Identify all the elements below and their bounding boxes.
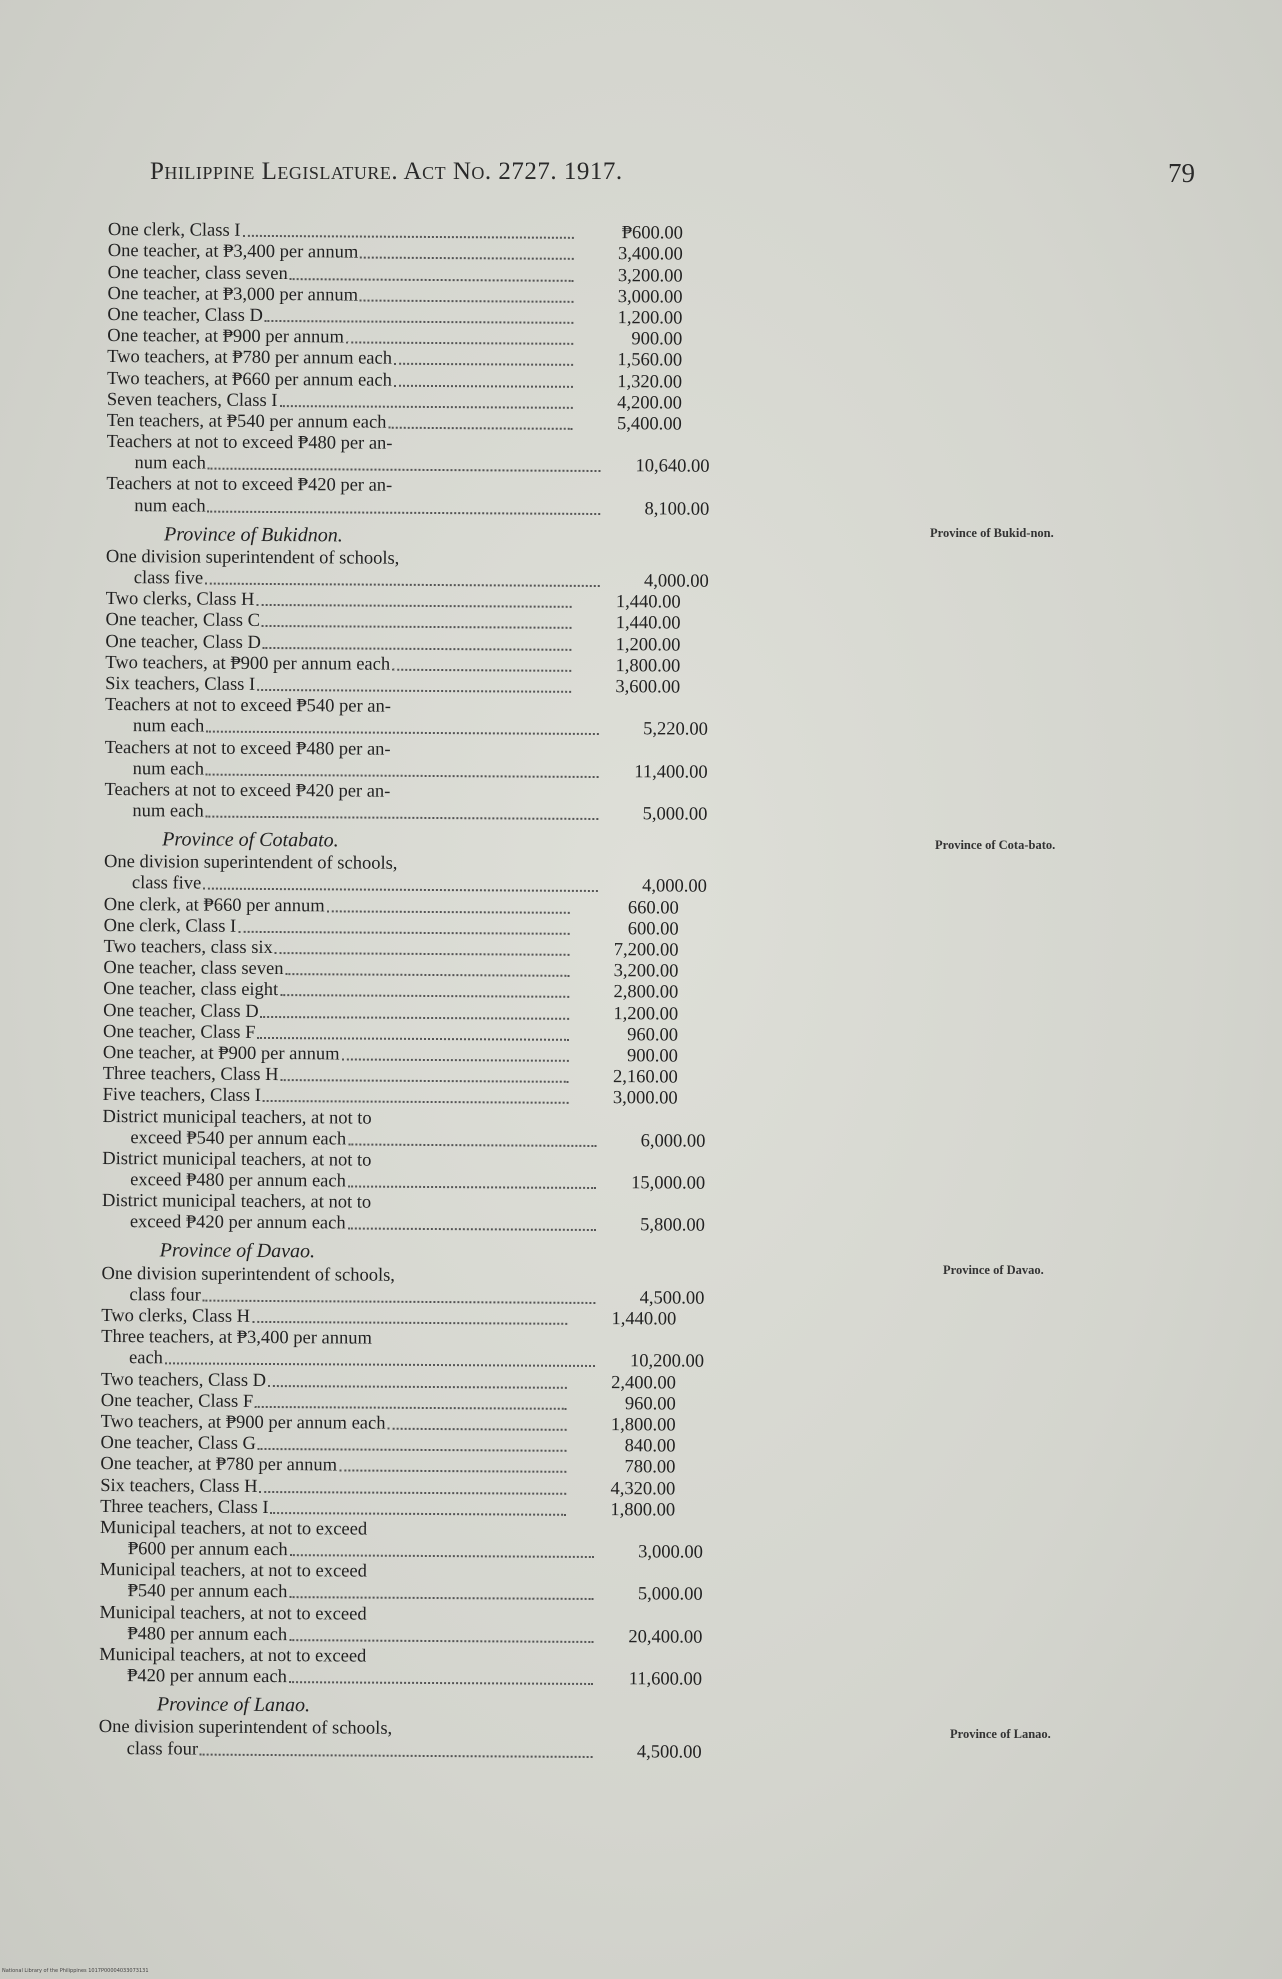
description-text: Two clerks, Class H <box>101 1305 251 1327</box>
line-description <box>99 1717 569 1741</box>
description-text: exceed ₱540 per annum each <box>130 1127 347 1150</box>
appropriation-list <box>99 220 728 1763</box>
line-amount: 960.00 <box>624 1393 676 1415</box>
dot-leader <box>339 1470 566 1473</box>
line-amount: 2,160.00 <box>612 1067 678 1088</box>
description-text: Two teachers, at ₱780 per annum each <box>107 347 393 370</box>
margin-note-lanao: Province of Lanao. <box>950 1727 1051 1741</box>
line-amount: 1,320.00 <box>617 371 683 393</box>
description-text: District municipal teachers, at not to <box>102 1148 372 1171</box>
description-text: One teacher, Class D <box>105 631 261 653</box>
description-text: One teacher, at ₱900 per annum <box>107 326 344 348</box>
line-amount: 4,500.00 <box>636 1741 702 1763</box>
line-amount: 3,200.00 <box>613 961 679 982</box>
description-text: Teachers at not to exceed ₱480 per an- <box>104 737 391 760</box>
dot-leader <box>200 1753 593 1757</box>
section-heading: Province of Bukidnon. <box>164 522 343 547</box>
description-text: ₱540 per annum each <box>127 1581 288 1603</box>
line-amount: 900.00 <box>631 329 683 350</box>
dot-leader <box>360 257 574 260</box>
line-description <box>104 801 602 825</box>
line-description <box>101 1348 599 1372</box>
line-amount: 11,600.00 <box>628 1669 703 1690</box>
line-description <box>108 241 578 265</box>
description-text: num each <box>134 495 206 517</box>
line-description <box>99 1666 597 1690</box>
line-description <box>107 390 577 414</box>
section-heading: Province of Lanao. <box>156 1693 311 1717</box>
dot-leader <box>265 320 574 324</box>
line-description <box>99 1624 597 1648</box>
description-text: One teacher, Class D <box>103 1000 259 1022</box>
dot-leader <box>280 994 569 998</box>
line-description <box>100 1539 598 1563</box>
dot-leader <box>289 1639 593 1643</box>
line-description <box>103 1043 573 1067</box>
description-text: Six teachers, Class H <box>100 1475 258 1497</box>
dot-leader <box>394 363 573 366</box>
description-text: Three teachers, Class H <box>102 1064 279 1086</box>
description-text: One clerk, Class I <box>103 915 237 937</box>
line-description <box>99 1739 597 1763</box>
line-description <box>101 1327 571 1351</box>
line-description <box>107 326 577 350</box>
description-text: ₱420 per annum each <box>127 1666 287 1688</box>
line-amount: 1,440.00 <box>615 592 681 613</box>
description-text: One teacher, Class F <box>102 1021 256 1043</box>
description-text: District municipal teachers, at not to <box>101 1191 372 1213</box>
description-text: Two teachers, Class D <box>100 1369 267 1391</box>
dot-leader <box>203 888 598 892</box>
dot-leader <box>263 1100 569 1104</box>
dot-leader <box>238 931 569 935</box>
description-text: One division superintendent of schools, <box>101 1263 396 1286</box>
line-description <box>102 1106 572 1130</box>
description-text: class five <box>131 873 202 895</box>
line-description <box>103 1001 573 1025</box>
dot-leader <box>208 510 601 514</box>
dot-leader <box>387 1428 566 1431</box>
line-description <box>106 453 604 477</box>
line-description <box>103 979 573 1003</box>
description-text: One teacher, at ₱780 per annum <box>100 1454 338 1476</box>
dot-leader <box>289 1597 593 1601</box>
dot-leader <box>256 604 571 608</box>
dot-leader <box>327 910 570 913</box>
dot-leader <box>279 405 572 409</box>
description-text: ₱600 per annum each <box>127 1539 288 1561</box>
dot-leader <box>341 1058 568 1061</box>
description-text: One teacher, at ₱3,000 per annum <box>107 283 359 306</box>
dot-leader <box>208 468 601 472</box>
line-item <box>99 1738 719 1763</box>
description-text: Municipal teachers, at not to exceed <box>99 1602 367 1625</box>
line-amount: 7,200.00 <box>613 940 679 961</box>
description-text: Teachers at not to exceed ₱420 per an- <box>106 474 393 497</box>
dot-leader <box>205 583 600 587</box>
description-text: Six teachers, Class I <box>105 673 256 695</box>
dot-leader <box>257 1037 569 1041</box>
line-amount: 3,000.00 <box>612 1088 678 1109</box>
line-description <box>105 737 575 761</box>
description-text: One division superintendent of schools, <box>98 1717 393 1740</box>
line-description <box>101 1306 571 1330</box>
dot-leader <box>290 278 574 282</box>
line-description <box>104 873 602 897</box>
dot-leader <box>348 1228 596 1232</box>
line-amount: 1,800.00 <box>615 655 681 677</box>
line-amount: 15,000.00 <box>631 1173 706 1194</box>
line-description <box>103 1022 573 1046</box>
line-description <box>100 1560 570 1584</box>
description-text: Municipal teachers, at not to exceed <box>99 1644 367 1667</box>
dot-leader <box>348 1143 596 1147</box>
line-amount: 2,800.00 <box>613 982 679 1003</box>
line-amount: 3,600.00 <box>615 677 681 698</box>
line-description <box>101 1391 571 1415</box>
dot-leader <box>206 773 599 777</box>
section-heading: Province of Davao. <box>159 1239 316 1263</box>
description-text: Two teachers, at ₱900 per annum each <box>105 652 391 675</box>
line-description <box>100 1518 570 1542</box>
line-amount: 3,000.00 <box>638 1542 703 1563</box>
line-amount: 840.00 <box>624 1436 676 1457</box>
description-text: One teacher, Class C <box>105 610 261 632</box>
dot-leader <box>285 973 569 977</box>
line-description <box>99 1645 569 1669</box>
line-description <box>104 916 574 940</box>
description-text: Two teachers, at ₱900 per annum each <box>100 1411 386 1434</box>
dot-leader <box>290 1554 594 1558</box>
line-description <box>107 305 577 329</box>
line-amount: 20,400.00 <box>628 1627 703 1648</box>
description-text: class four <box>129 1284 201 1306</box>
dot-leader <box>252 1321 567 1325</box>
margin-note-davao: Province of Davao. <box>943 1263 1044 1277</box>
line-description <box>102 1212 600 1236</box>
line-description <box>100 1475 570 1499</box>
description-text: One teacher, class seven <box>107 262 288 284</box>
dot-leader <box>206 816 599 820</box>
description-text: num each <box>132 716 205 737</box>
description-text: Municipal teachers, at not to exceed <box>99 1517 368 1540</box>
description-text: class four <box>126 1738 199 1760</box>
line-amount: 3,000.00 <box>617 286 683 308</box>
description-text: One teacher, at ₱3,400 per annum <box>107 241 359 263</box>
dot-leader <box>280 1079 568 1083</box>
description-text: Two teachers, at ₱660 per annum each <box>106 368 392 391</box>
description-text: One clerk, at ₱660 per annum <box>103 894 325 916</box>
line-amount: 4,500.00 <box>639 1288 705 1309</box>
line-amount: 5,000.00 <box>637 1584 703 1606</box>
line-description <box>104 895 574 919</box>
line-description <box>105 759 603 783</box>
line-amount: 4,320.00 <box>610 1478 676 1499</box>
line-description <box>106 496 604 520</box>
description-text: One teacher, Class D <box>107 304 263 326</box>
description-text: Municipal teachers, at not to exceed <box>99 1560 367 1582</box>
line-amount: 4,200.00 <box>617 392 682 414</box>
description-text: Ten teachers, at ₱540 per annum each <box>106 410 387 433</box>
line-description <box>106 589 576 613</box>
line-description <box>103 937 573 961</box>
line-description <box>107 432 577 456</box>
dot-leader <box>242 235 573 239</box>
description-text: One teacher, at ₱900 per annum <box>102 1042 340 1065</box>
line-amount: 6,000.00 <box>640 1130 706 1152</box>
description-text: Two teachers, class six <box>103 936 273 959</box>
line-description <box>104 852 574 876</box>
line-description <box>100 1454 570 1478</box>
line-description <box>108 263 578 287</box>
line-description <box>106 547 576 571</box>
description-text: Two clerks, Class H <box>105 589 255 611</box>
line-amount: 1,800.00 <box>610 1415 676 1436</box>
line-description <box>105 610 575 634</box>
description-text: Seven teachers, Class I <box>106 389 278 411</box>
dot-leader <box>165 1363 595 1368</box>
line-description <box>101 1285 599 1309</box>
line-description <box>99 1603 569 1627</box>
line-description <box>107 411 577 435</box>
line-amount: 900.00 <box>626 1046 678 1067</box>
line-description <box>100 1497 570 1521</box>
dot-leader <box>261 1016 570 1020</box>
line-amount: 660.00 <box>627 897 679 919</box>
line-amount: 5,220.00 <box>643 719 708 740</box>
description-text: num each <box>132 801 204 822</box>
dot-leader <box>360 299 574 302</box>
line-description <box>100 1581 598 1605</box>
line-amount: 600.00 <box>627 919 679 940</box>
line-amount: 4,000.00 <box>642 876 707 898</box>
dot-leader <box>388 427 572 430</box>
line-amount: 2,400.00 <box>611 1372 676 1394</box>
description-text: One division superintendent of schools, <box>105 546 400 569</box>
line-description <box>104 780 574 804</box>
line-description <box>102 1191 572 1215</box>
line-description <box>101 1412 571 1436</box>
dot-leader <box>346 342 573 345</box>
dot-leader <box>268 1385 567 1389</box>
line-description <box>102 1149 572 1173</box>
line-description <box>101 1264 571 1288</box>
line-amount: 1,800.00 <box>610 1499 676 1521</box>
dot-leader <box>206 731 599 735</box>
description-text: One division superintendent of schools, <box>104 852 398 875</box>
margin-note-cotabato: Province of Cota-bato. <box>935 838 1056 852</box>
description-text: Three teachers, at ₱3,400 per annum <box>101 1327 372 1349</box>
footer-stamp: National Library of the Philippines 1017P00004033073131 <box>2 1968 149 1974</box>
line-amount: 1,440.00 <box>611 1309 677 1330</box>
description-text: District municipal teachers, at not to <box>102 1106 372 1129</box>
line-description <box>108 220 578 244</box>
dot-leader <box>348 1186 596 1190</box>
description-text: exceed ₱420 per annum each <box>129 1212 346 1234</box>
dot-leader <box>275 952 570 956</box>
line-amount: 780.00 <box>624 1457 676 1478</box>
dot-leader <box>257 689 571 693</box>
description-text: Teachers at not to exceed ₱540 per an- <box>104 695 391 717</box>
line-amount: 960.00 <box>627 1024 679 1046</box>
line-amount: 5,000.00 <box>642 804 708 825</box>
description-text: One teacher, Class F <box>100 1390 254 1412</box>
line-description <box>103 1064 573 1088</box>
description-text: ₱480 per annum each <box>127 1623 288 1645</box>
description-text: Three teachers, Class I <box>100 1496 269 1518</box>
dot-leader <box>392 668 571 671</box>
section-heading: Province of Cotabato. <box>162 828 339 852</box>
line-description <box>107 284 577 308</box>
line-amount: 1,200.00 <box>615 634 681 656</box>
line-description <box>100 1433 570 1457</box>
description-text: Teachers at not to exceed ₱480 per an- <box>106 432 393 454</box>
description-text: num each <box>134 453 206 474</box>
line-description <box>102 1170 600 1194</box>
line-amount: 1,200.00 <box>617 308 683 329</box>
line-amount: 5,400.00 <box>616 413 682 435</box>
line-amount: 11,400.00 <box>634 761 708 783</box>
line-description <box>103 1085 573 1109</box>
line-description <box>105 695 575 719</box>
dot-leader <box>271 1512 567 1516</box>
line-amount: 10,200.00 <box>629 1351 705 1373</box>
dot-leader <box>263 647 572 651</box>
page-number: 79 <box>1168 158 1195 188</box>
line-description <box>105 653 575 677</box>
line-description <box>107 368 577 392</box>
description-text: num each <box>132 758 205 780</box>
line-description <box>105 716 603 740</box>
description-text: Teachers at not to exceed ₱420 per an- <box>104 779 391 802</box>
margin-note-bukidnon: Province of Bukid-non. <box>930 526 1054 540</box>
line-description <box>101 1370 571 1394</box>
dot-leader <box>258 1448 567 1452</box>
line-description <box>106 568 604 592</box>
line-amount: 1,560.00 <box>617 350 683 371</box>
description-text: each <box>128 1348 163 1369</box>
line-description <box>105 674 575 698</box>
description-text: One teacher, class seven <box>103 958 284 980</box>
description-text: exceed ₱480 per annum each <box>130 1170 346 1192</box>
description-text: Five teachers, Class I <box>102 1085 261 1107</box>
dot-leader <box>203 1299 596 1303</box>
line-amount: 1,200.00 <box>613 1003 679 1025</box>
line-amount: 8,100.00 <box>644 498 710 520</box>
running-head: Philippine Legislature. Act No. 2727. 1917. <box>150 158 623 185</box>
line-description <box>107 347 577 371</box>
line-amount: 5,800.00 <box>640 1215 705 1237</box>
line-description <box>106 474 576 498</box>
description-text: One clerk, Class I <box>107 220 241 241</box>
dot-leader <box>255 1406 567 1410</box>
description-text: class five <box>133 568 204 589</box>
dot-leader <box>289 1681 593 1685</box>
description-text: One teacher, class eight <box>103 979 279 1001</box>
dot-leader <box>394 384 573 387</box>
line-description <box>103 958 573 982</box>
line-amount: 3,200.00 <box>617 265 683 287</box>
dot-leader <box>259 1490 566 1494</box>
line-amount: 3,400.00 <box>617 244 683 265</box>
line-description <box>105 632 575 656</box>
line-amount: ₱600.00 <box>621 223 683 244</box>
line-amount: 1,440.00 <box>615 613 681 634</box>
line-amount: 10,640.00 <box>635 456 710 477</box>
line-amount: 4,000.00 <box>643 571 709 592</box>
dot-leader <box>262 625 572 629</box>
description-text: One teacher, Class G <box>100 1433 257 1455</box>
line-description <box>102 1128 600 1152</box>
